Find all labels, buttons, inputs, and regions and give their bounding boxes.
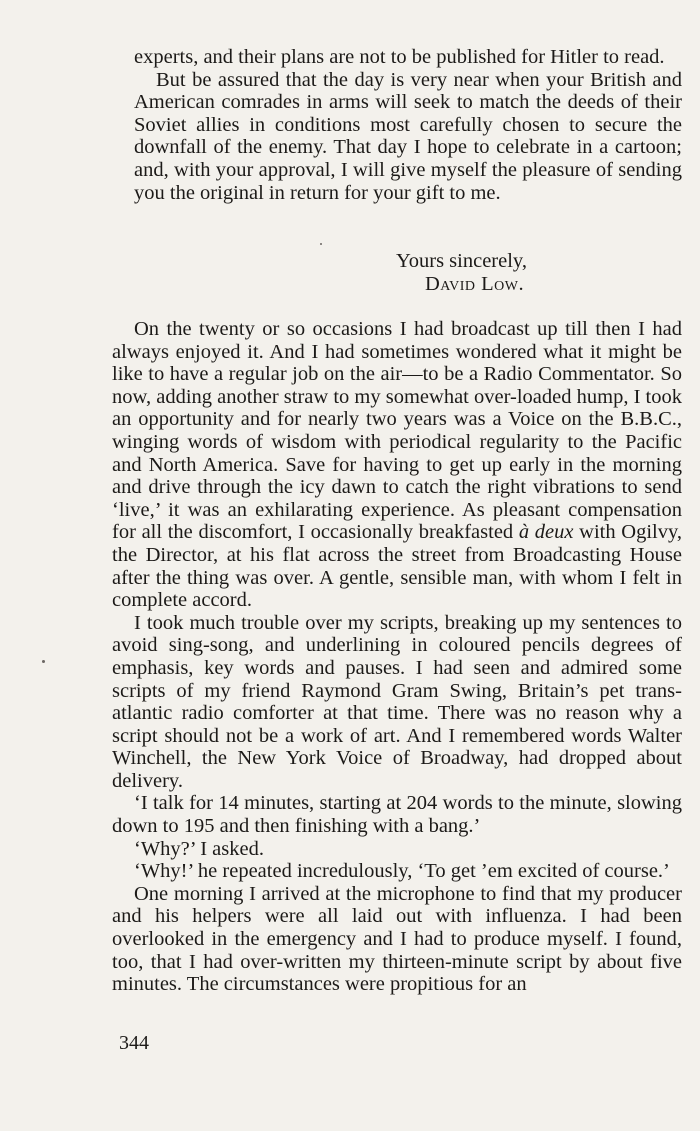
letter-body bbox=[134, 46, 682, 204]
body-paragraph: ‘Why!’ he repeated incredulously, ‘To get ’em excited of course.’ bbox=[134, 860, 670, 883]
paper-speck bbox=[320, 243, 322, 245]
body-paragraph: ‘Why?’ I asked. bbox=[134, 837, 264, 860]
letter-signature: David Low. bbox=[425, 273, 525, 295]
body-text: On the twenty or so occasions I had broadcast up till then I had always enjoyed it. And I had sometimes wondered what it might be like to have a regular job on the air—to be a Radio Commentator. So now, adding another straw to my somewhat over-loaded hump, I took an opportunity and for nearly two years was a Voice on the B.B.C., winging words of wisdom with periodical regularity to the Pacific and North America. Save for having to get up early in the morning and drive through the icy dawn to catch the right vibrations to send ‘live,’ it was an exhilarating experience. As pleasant compensation for all the discomfort, I occasionally breakfasted bbox=[112, 318, 682, 544]
letter-closing: Yours sincerely, bbox=[396, 250, 527, 272]
letter-paragraph: experts, and their plans are not to be published for Hitler to read. bbox=[134, 46, 665, 68]
page-number: 344 bbox=[119, 1032, 149, 1054]
letter-paragraph: But be assured that the day is very near when your British and American comrades in arms will seek to match the deeds of their Soviet allies in conditions most carefully chosen to secure the downfall of the enemy. That day I hope to celebrate in a cartoon; and, with your approval, I will give myself the pleasure of sending you the original in return for your gift to me. bbox=[134, 68, 682, 204]
body-paragraph: ‘I talk for 14 minutes, starting at 204 words to the minute, slowing down to 195 and then finishing with a bang.’ bbox=[112, 792, 682, 838]
narrative-body bbox=[112, 318, 682, 996]
italic-phrase: à deux bbox=[518, 521, 574, 544]
body-paragraph: One morning I arrived at the microphone to find that my producer and his helpers were all laid out with influenza. I had been overlooked in the emergency and I had to produce myself. I found, too, that I had over-written my thirteen-minute script by about five minutes. The circumstances were propitious for an bbox=[112, 882, 682, 996]
body-paragraph: I took much trouble over my scripts, breaking up my sentences to avoid sing-song, and underlining in coloured pencils degrees of emphasis, key words and pauses. I had seen and admired some scripts of my friend Raymond Gram Swing, Britain’s pet trans-atlantic radio comforter at that time. There was no reason why a script should not be a work of art. And I remembered words Walter Winchell, the New York Voice of Broadway, had dropped about delivery. bbox=[112, 611, 682, 792]
paper-speck bbox=[42, 660, 45, 663]
body-paragraph bbox=[112, 318, 682, 612]
body-text: with Ogilvy, the Director, at his flat across the street from Broadcasting House after the thing was over. A gentle, sensible man, with whom I felt in complete accord. bbox=[112, 521, 682, 612]
